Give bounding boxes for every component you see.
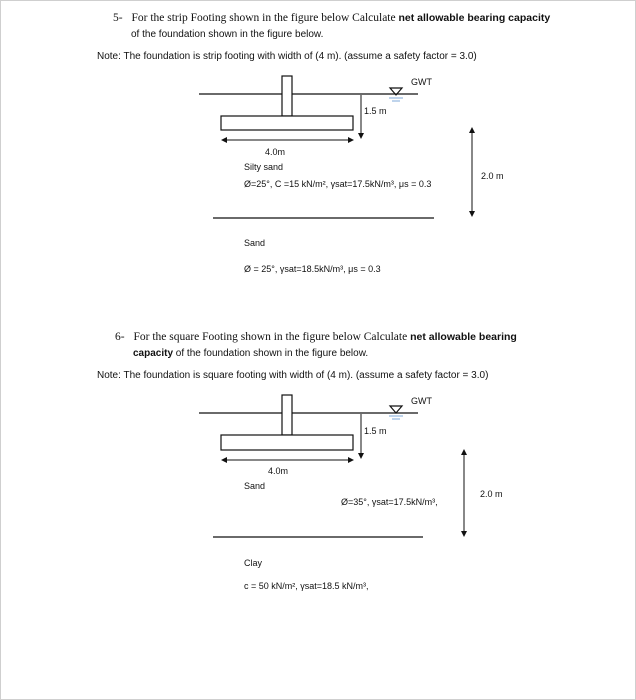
q5-depth-label: 1.5 m xyxy=(364,106,387,116)
q6-depth-label: 1.5 m xyxy=(364,426,387,436)
q6-width-label: 4.0m xyxy=(268,466,289,476)
q5-line1-text: For the strip Footing shown in the figure below Calculate xyxy=(131,12,399,24)
q6-line1-bold: net allowable bearing xyxy=(410,331,517,343)
q5-line1-bold: net allowable bearing capacity xyxy=(398,12,551,24)
q5-layer2-name: Sand xyxy=(244,238,266,248)
q6-gwt-symbol xyxy=(390,406,402,413)
q6-note: Note: The foundation is square footing with width of (4 m). (assume a safety factor = 3.0) xyxy=(97,370,489,381)
q6-line1-text: For the square Footing shown in the figure below Calculate xyxy=(133,331,411,343)
q5-layer1-name: Silty sand xyxy=(244,162,284,172)
q5-width-label: 4.0m xyxy=(265,147,286,157)
q6-layer2-name: Clay xyxy=(244,558,263,568)
q5-gwt-label: GWT xyxy=(411,77,432,87)
q5-note: Note: The foundation is strip footing with width of (4 m). (assume a safety factor = 3.0) xyxy=(97,51,477,62)
q6-layer2-props: c = 50 kN/m², γsat=18.5 kN/m³, xyxy=(244,581,369,591)
q6-gwt-label: GWT xyxy=(411,396,432,406)
q6-number: 6- xyxy=(115,331,125,343)
q5-layer1-props: Ø=25°, C =15 kN/m², γsat=17.5kN/m³, μs = 0.3 xyxy=(244,179,432,189)
q6-column xyxy=(282,395,292,435)
q5-line2: of the foundation shown in the figure below. xyxy=(131,29,324,40)
q6-footing xyxy=(221,435,353,450)
q5-number: 5- xyxy=(113,12,123,24)
q6-line2-rest: of the foundation shown in the figure below. xyxy=(173,348,369,359)
q5-thickness-label: 2.0 m xyxy=(481,171,504,181)
q6-line2-bold: capacity xyxy=(133,348,174,359)
q5-layer2-props: Ø = 25°, γsat=18.5kN/m³, μs = 0.3 xyxy=(244,264,381,274)
q6-thickness-label: 2.0 m xyxy=(480,489,503,499)
q6-layer1-props: Ø=35°, γsat=17.5kN/m³, xyxy=(341,497,438,507)
q6-layer1-name: Sand xyxy=(244,481,266,491)
